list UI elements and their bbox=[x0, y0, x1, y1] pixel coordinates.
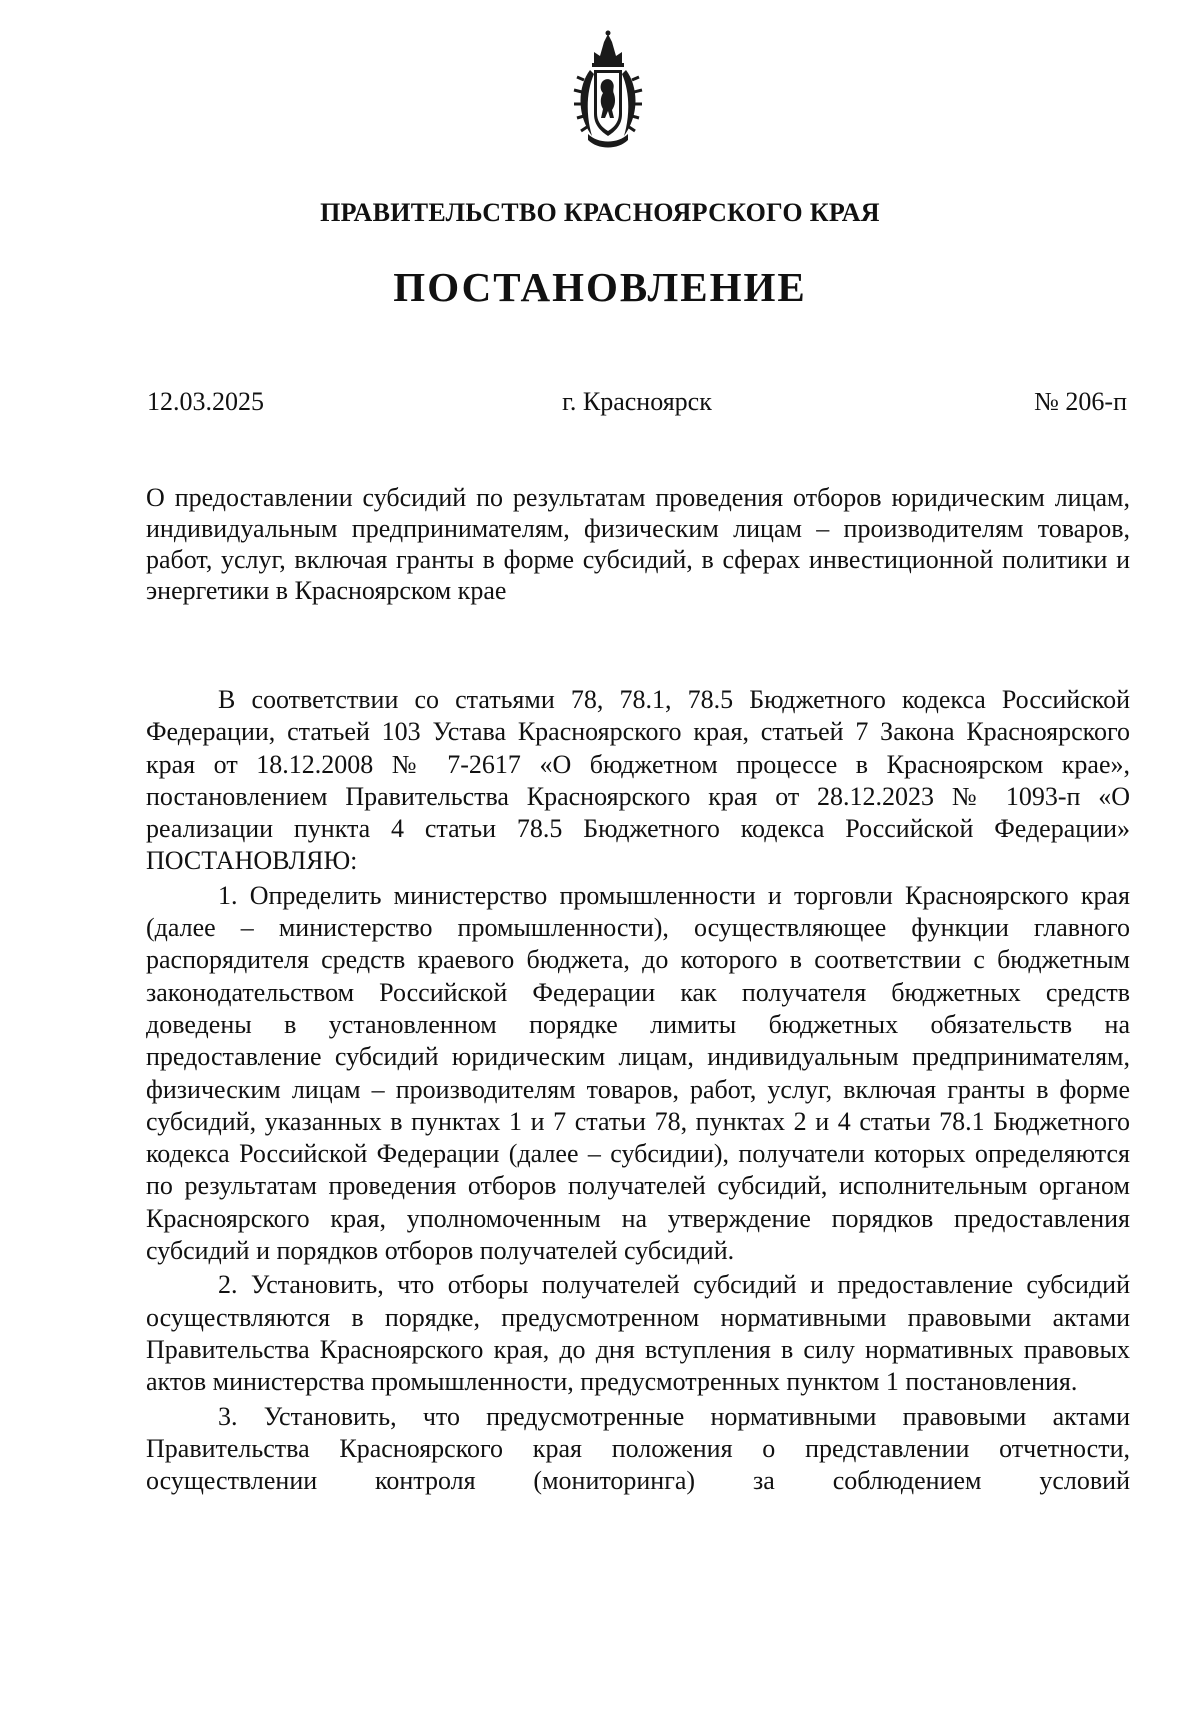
document-date: 12.03.2025 bbox=[147, 387, 264, 416]
document-city: г. Красноярск bbox=[562, 387, 712, 416]
coat-of-arms-icon bbox=[570, 30, 646, 152]
item-1-paragraph: 1. Определить министерство промышленности и торговли Красноярского края (далее – министерство промышленности), осуществляющее функции главного распорядителя средств краевого бюджета, до которого в соответствии с бюджетным законодательством Российской Федерации как получателя бюджетных средств доведены в установленном порядке лимиты бюджетных обязательств на предоставление субсидий юридическим лицам, индивидуальным предпринимателям, физическим лицам – производителям товаров, работ, услуг, включая гранты в форме субсидий, указанных в пунктах 1 и 7 статьи 78, пунктах 2 и 4 статьи 78.1 Бюджетного кодекса Российской Федерации (далее – субсидии), получатели которых определяются по результатам проведения отборов получателей субсидий, исполнительным органом Красноярского края, уполномоченным на утверждение порядков предоставления субсидий и порядков отборов получателей субсидий. bbox=[146, 880, 1130, 1266]
document-subject: О предоставлении субсидий по результатам проведения отборов юридическим лицам, индивидуальным предпринимателям, физическим лицам – производителям товаров, работ, услуг, включая гранты в форме субсидий, в сферах инвестиционной политики и энергетики в Красноярском крае bbox=[146, 483, 1130, 605]
document-meta-row bbox=[147, 387, 1127, 423]
item-3-paragraph: 3. Установить, что предусмотренные нормативными правовыми актами Правительства Красноярского края положения о представлении отчетности, осуществлении контроля (мониторинга) за соблюдением условий bbox=[146, 1401, 1130, 1496]
government-title: ПРАВИТЕЛЬСТВО КРАСНОЯРСКОГО КРАЯ bbox=[320, 198, 880, 227]
document-type-title: ПОСТАНОВЛЕНИЕ bbox=[393, 264, 807, 310]
item-2-paragraph: 2. Установить, что отборы получателей субсидий и предоставление субсидий осуществляются в порядке, предусмотренном нормативными правовыми актами Правительства Красноярского края, до дня вступления в силу нормативных правовых актов министерства промышленности, предусмотренных пунктом 1 постановления. bbox=[146, 1270, 1130, 1397]
document-body bbox=[146, 684, 1130, 1497]
preamble-paragraph: В соответствии со статьями 78, 78.1, 78.5 Бюджетного кодекса Российской Федерации, статьей 103 Устава Красноярского края, статьей 7 Закона Красноярского края от 18.12.2008 № 7-2617 «О бюджетном процессе в Красноярском крае», постановлением Правительства Красноярского края от 28.12.2023 № 1093-п «О реализации пункта 4 статьи 78.5 Бюджетного кодекса Российской Федерации» ПОСТАНОВЛЯЮ: bbox=[146, 685, 1130, 876]
document-number: № 206-п bbox=[1034, 387, 1127, 416]
